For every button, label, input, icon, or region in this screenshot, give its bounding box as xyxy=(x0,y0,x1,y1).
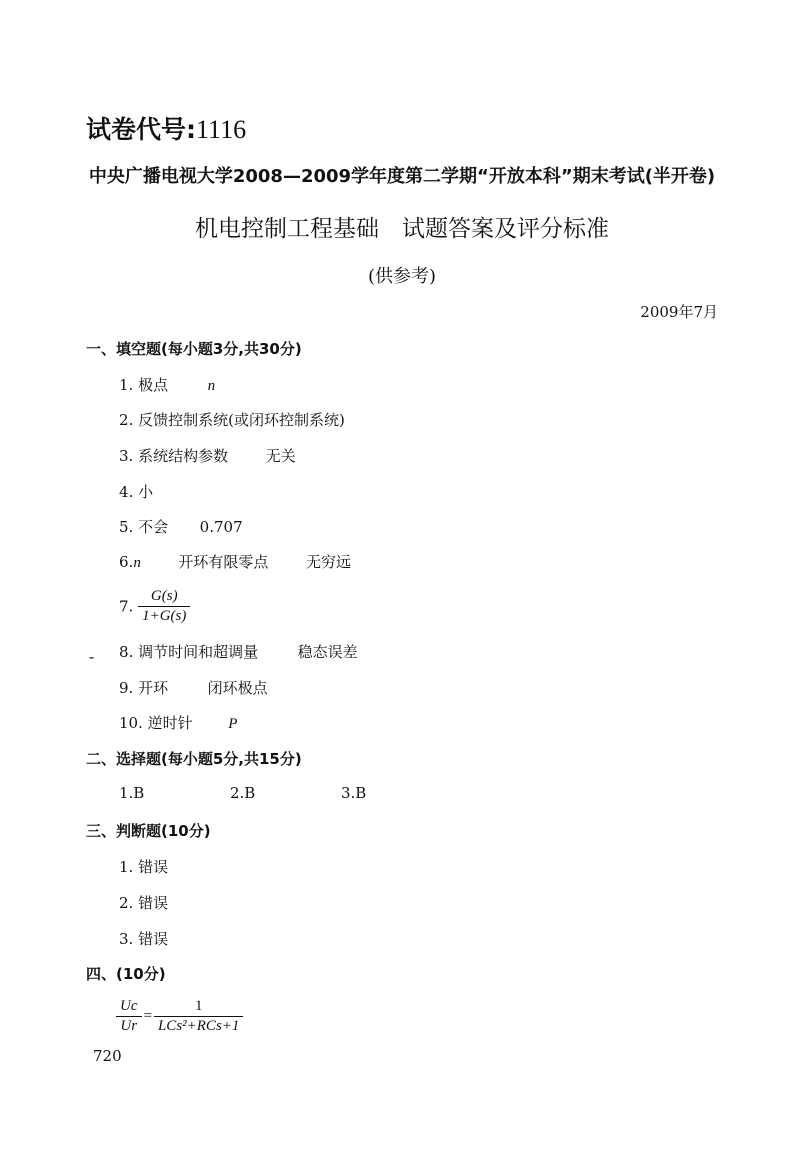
item-number: 9. xyxy=(119,679,134,697)
item-answer: n xyxy=(133,555,141,571)
answer-item xyxy=(119,588,190,625)
item-answer: 0.707 xyxy=(199,518,243,536)
rhs-fraction xyxy=(154,998,243,1035)
item-answer: 开环有限零点 xyxy=(178,553,269,571)
item-answer: P xyxy=(228,716,238,732)
item-number: 6. xyxy=(119,553,134,571)
item-number: 10. xyxy=(119,714,143,732)
item-answer: 逆时针 xyxy=(147,714,193,732)
judgement-answer: 2. 错误 xyxy=(119,894,169,912)
choice-answer: 3.B xyxy=(341,784,367,802)
item-answer: n xyxy=(207,378,216,394)
reference-note: (供参考) xyxy=(367,266,437,287)
item-answer: 不会 xyxy=(138,518,169,536)
item-answer: 稳态误差 xyxy=(297,643,358,661)
lhs-denominator: Ur xyxy=(120,1018,138,1034)
answer-item xyxy=(119,677,268,698)
answer-item xyxy=(119,551,351,572)
fraction-denominator: 1+G(s) xyxy=(142,608,187,624)
section2-heading: 二、选择题(每小题5分,共15分) xyxy=(86,750,302,768)
paper-code-label: 试卷代号: xyxy=(86,115,196,144)
answer-item xyxy=(119,641,358,662)
choice-answer: 2.B xyxy=(230,784,256,802)
item-answer: 反馈控制系统(或闭环控制系统) xyxy=(138,411,345,429)
transfer-function-formula xyxy=(116,998,243,1035)
item-number: 5. xyxy=(119,518,134,536)
lhs-fraction xyxy=(116,998,142,1035)
university-line: 中央广播电视大学2008—2009学年度第二学期“开放本科”期末考试(半开卷) xyxy=(88,166,716,187)
fraction-numerator: G(s) xyxy=(138,588,190,607)
answer-item xyxy=(119,712,237,733)
transfer-fraction xyxy=(138,588,190,625)
section4-heading: 四、(10分) xyxy=(86,965,166,983)
answer-item xyxy=(119,409,345,430)
item-answer: 极点 xyxy=(138,376,169,394)
exam-date: 2009年7月 xyxy=(640,303,718,321)
rhs-denominator: LCs²+RCs+1 xyxy=(157,1018,240,1034)
item-answer: 无穷远 xyxy=(305,553,351,571)
lhs-numerator: Uc xyxy=(116,998,142,1017)
answer-item xyxy=(119,481,153,502)
page-number: 720 xyxy=(93,1047,122,1065)
item-answer: 小 xyxy=(138,483,154,501)
judgement-answer: 1. 错误 xyxy=(119,858,169,876)
rhs-numerator: 1 xyxy=(154,998,243,1017)
paper-code-number: 1116 xyxy=(196,115,247,144)
item-number: 2. xyxy=(119,411,134,429)
choice-answer: 1.B xyxy=(119,784,145,802)
answer-item xyxy=(119,516,243,537)
item-number: 1. xyxy=(119,376,134,394)
item-number: 8. xyxy=(119,643,134,661)
section3-heading: 三、判断题(10分) xyxy=(86,822,211,840)
judgement-answer: 3. 错误 xyxy=(119,930,169,948)
document-title: 机电控制工程基础 试题答案及评分标准 xyxy=(195,216,609,242)
item-answer: 系统结构参数 xyxy=(138,447,229,465)
item-answer: 闭环极点 xyxy=(207,679,268,697)
item-answer: 无关 xyxy=(265,447,296,465)
item-answer: 调节时间和超调量 xyxy=(138,643,259,661)
item-number: 4. xyxy=(119,483,134,501)
scan-mark-icon: ⁃ xyxy=(88,651,95,667)
answer-item xyxy=(119,445,296,466)
paper-code xyxy=(86,110,246,146)
item-number: 3. xyxy=(119,447,134,465)
item-answer: 开环 xyxy=(138,679,169,697)
item-number: 7. xyxy=(119,597,134,616)
equals-sign: = xyxy=(143,1008,152,1024)
answer-item xyxy=(119,374,215,395)
section1-heading: 一、填空题(每小题3分,共30分) xyxy=(86,340,302,358)
